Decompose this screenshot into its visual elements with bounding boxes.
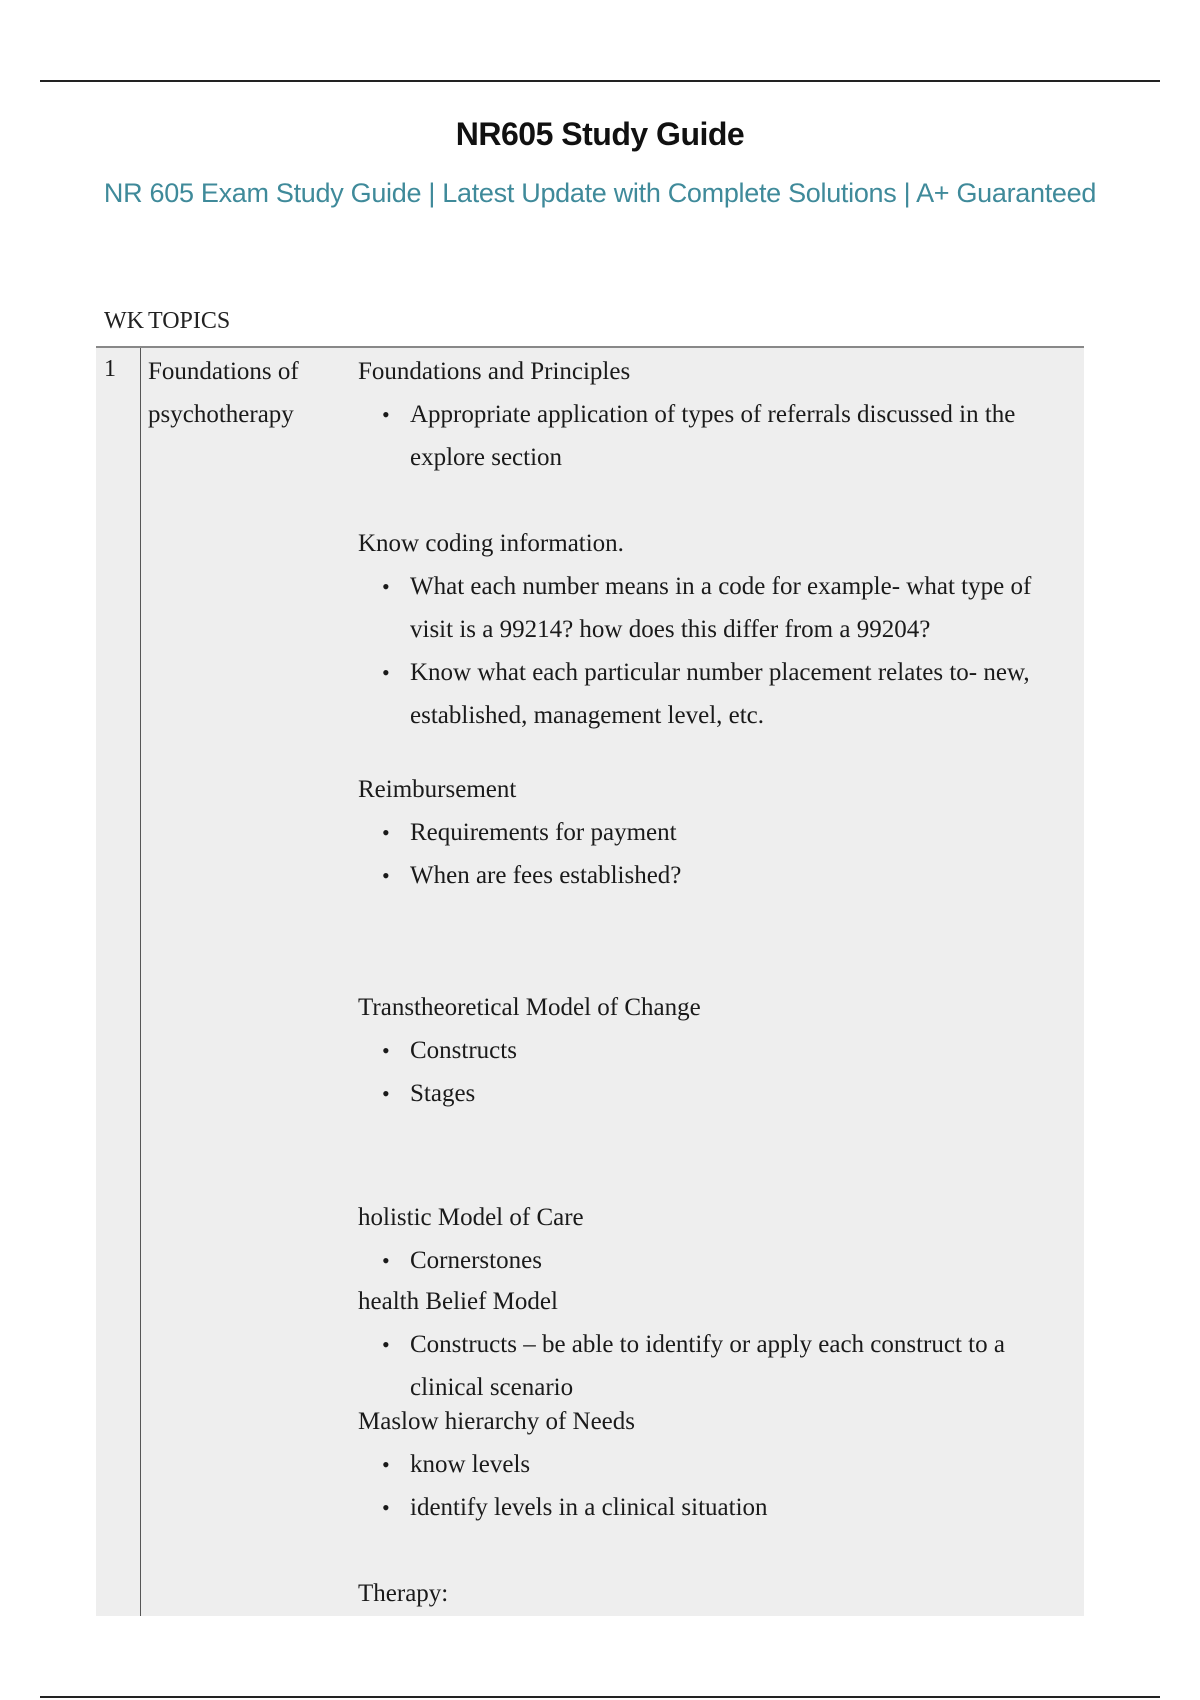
section-heading: Therapy: (358, 1580, 449, 1607)
list-item: • Stages (410, 1072, 1058, 1115)
column-header-topics: TOPICS (148, 308, 231, 334)
list-item: • What each number means in a code for example- what type of visit is a 99214? how does this differ from a 99204? (410, 565, 1058, 651)
section-holistic (358, 1196, 1058, 1282)
document-title: NR605 Study Guide (455, 116, 745, 152)
section-heading: Foundations and Principles (358, 358, 631, 385)
document-subtitle: NR 605 Exam Study Guide | Latest Update with Complete Solutions | A+ Guaranteed (103, 178, 1097, 208)
topic-line: Foundations of (148, 358, 299, 385)
section-transtheoretical (358, 986, 1058, 1115)
list-item: • Appropriate application of types of referrals discussed in the explore section (410, 393, 1058, 479)
column-divider (140, 348, 141, 1616)
topic-name (148, 350, 338, 436)
section-heading: Maslow hierarchy of Needs (358, 1408, 635, 1435)
list-item: • identify levels in a clinical situation (410, 1486, 1058, 1529)
section-therapy (358, 1572, 1058, 1615)
list-item: • Requirements for payment (410, 811, 1058, 854)
section-coding (358, 522, 1058, 737)
list-item: • When are fees established? (410, 854, 1058, 897)
list-item: • know levels (410, 1443, 1058, 1486)
week-number: 1 (104, 356, 116, 382)
list-item: • Constructs (410, 1029, 1058, 1072)
section-reimbursement (358, 768, 1058, 897)
column-header-wk: WK (104, 308, 144, 334)
section-heading: holistic Model of Care (358, 1204, 584, 1231)
topic-line: psychotherapy (148, 401, 294, 428)
section-heading: health Belief Model (358, 1288, 558, 1315)
list-item: • Know what each particular number placement relates to- new, established, management level, etc. (410, 651, 1058, 737)
top-rule (40, 80, 1160, 82)
section-heading: Transtheoretical Model of Change (358, 994, 701, 1021)
bottom-rule (40, 1696, 1160, 1698)
section-heading: Know coding information. (358, 530, 624, 557)
section-health-belief (358, 1280, 1058, 1409)
section-maslow (358, 1400, 1058, 1529)
section-foundations (358, 350, 1058, 479)
section-heading: Reimbursement (358, 776, 517, 803)
list-item: • Constructs – be able to identify or apply each construct to a clinical scenario (410, 1323, 1058, 1409)
list-item: • Cornerstones (410, 1239, 1058, 1282)
